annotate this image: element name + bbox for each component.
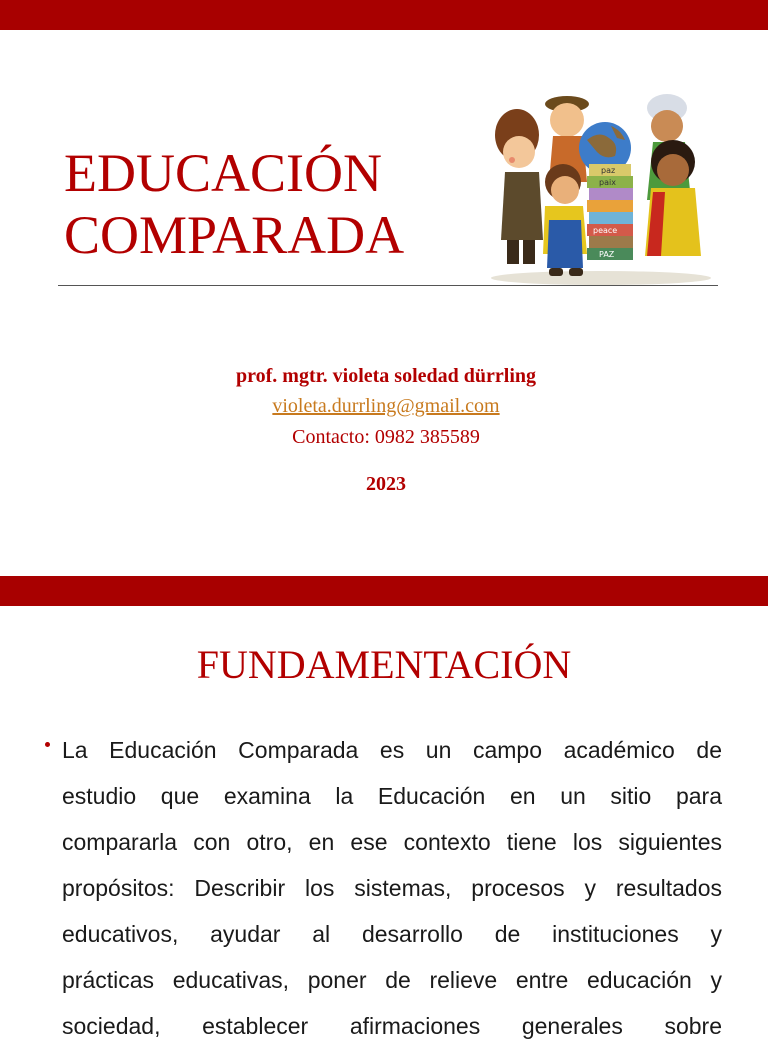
bullet-icon	[45, 742, 50, 747]
author-block	[0, 362, 768, 498]
author-email-link[interactable]: violeta.durrling@gmail.com	[272, 395, 500, 417]
paragraph-line: La Educación Comparada es un campo académico de	[62, 737, 722, 763]
book-label-paix: paix	[599, 178, 616, 187]
paragraph-line: sociedad, establecer afirmaciones generales sobre	[62, 1013, 722, 1039]
author-name: prof. mgtr. violeta soledad dürrling	[235, 365, 536, 387]
slide-title	[64, 142, 484, 266]
book-label-paz-caps: PAZ	[599, 250, 615, 259]
slide-title-line-2: COMPARADA	[64, 205, 405, 265]
section-heading: FUNDAMENTACIÓN	[196, 642, 572, 687]
slide-title-line-1: EDUCACIÓN	[64, 143, 382, 203]
children-with-globe-illustration	[487, 90, 715, 286]
bullet-paragraph	[62, 727, 722, 1049]
book-label-paz: paz	[601, 166, 616, 175]
paragraph-line: prácticas educativas, poner de relieve entre educación y	[62, 967, 722, 993]
title-divider	[58, 285, 718, 286]
presentation-year: 2023	[366, 473, 406, 495]
top-accent-band	[0, 0, 768, 30]
book-label-peace: peace	[593, 226, 618, 235]
author-contact: Contacto: 0982 385589	[292, 426, 480, 448]
paragraph-line: propósitos: Describir los sistemas, procesos y resultados	[62, 875, 722, 901]
slide-separator-band	[0, 576, 768, 606]
paragraph-line: estudio que examina la Educación en un sitio para	[62, 783, 722, 809]
paragraph-line: compararla con otro, en ese contexto tiene los siguientes	[62, 829, 722, 855]
paragraph-line: educativos, ayudar al desarrollo de instituciones y	[62, 921, 722, 947]
